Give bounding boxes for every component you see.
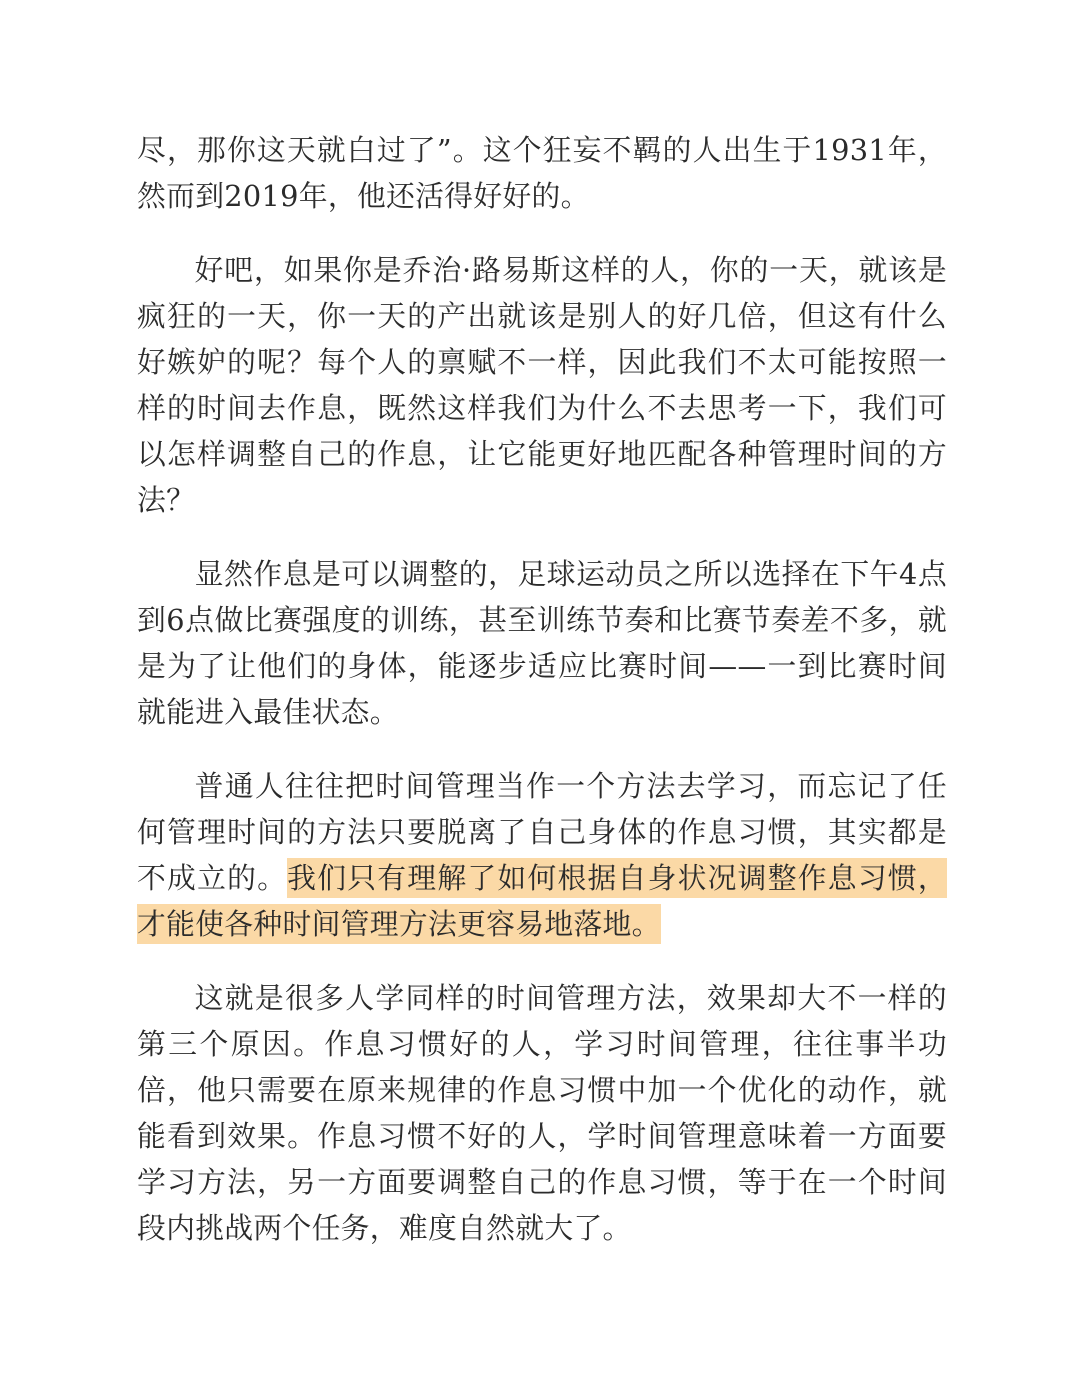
paragraph-5-text: 这就是很多人学同样的时间管理方法，效果却大不一样的第三个原因。作息习惯好的人，学习时间管理，往往事半功倍，他只需要在原来规律的作息习惯中加一个优化的动作，就能看到效果。作息习惯不好的人，学时间管理意味着一方面要学习方法，另一方面要调整自己的作息习惯，等于在一个时间段内挑战两个任务，难度自然就大了。 <box>137 981 947 1245</box>
paragraph-3-text: 显然作息是可以调整的，足球运动员之所以选择在下午4点到6点做比赛强度的训练，甚至训练节奏和比赛节奏差不多，就是为了让他们的身体，能逐步适应比赛时间——一到比赛时间就能进入最佳状态。 <box>137 557 947 729</box>
page-body <box>137 127 947 1279</box>
paragraph-2-text: 好吧，如果你是乔治·路易斯这样的人，你的一天，就该是疯狂的一天，你一天的产出就该是别人的好几倍，但这有什么好嫉妒的呢？每个人的禀赋不一样，因此我们不太可能按照一样的时间去作息，既然这样我们为什么不去思考一下，我们可以怎样调整自己的作息，让它能更好地匹配各种管理时间的方法？ <box>137 253 947 517</box>
paragraph-5 <box>137 975 947 1251</box>
paragraph-1-text: 尽，那你这天就白过了”。这个狂妄不羁的人出生于1931年，然而到2019年，他还活得好好的。 <box>137 133 947 213</box>
paragraph-2 <box>137 247 947 523</box>
paragraph-4 <box>137 763 947 947</box>
paragraph-4-text: 普通人往往把时间管理当作一个方法去学习，而忘记了任何管理时间的方法只要脱离了自己身体的作息习惯，其实都是不成立的。 <box>137 769 947 895</box>
paragraph-1 <box>137 127 947 219</box>
highlighted-sentence[interactable]: 我们只有理解了如何根据自身状况调整作息习惯，才能使各种时间管理方法更容易地落地。 <box>137 858 947 944</box>
paragraph-3 <box>137 551 947 735</box>
